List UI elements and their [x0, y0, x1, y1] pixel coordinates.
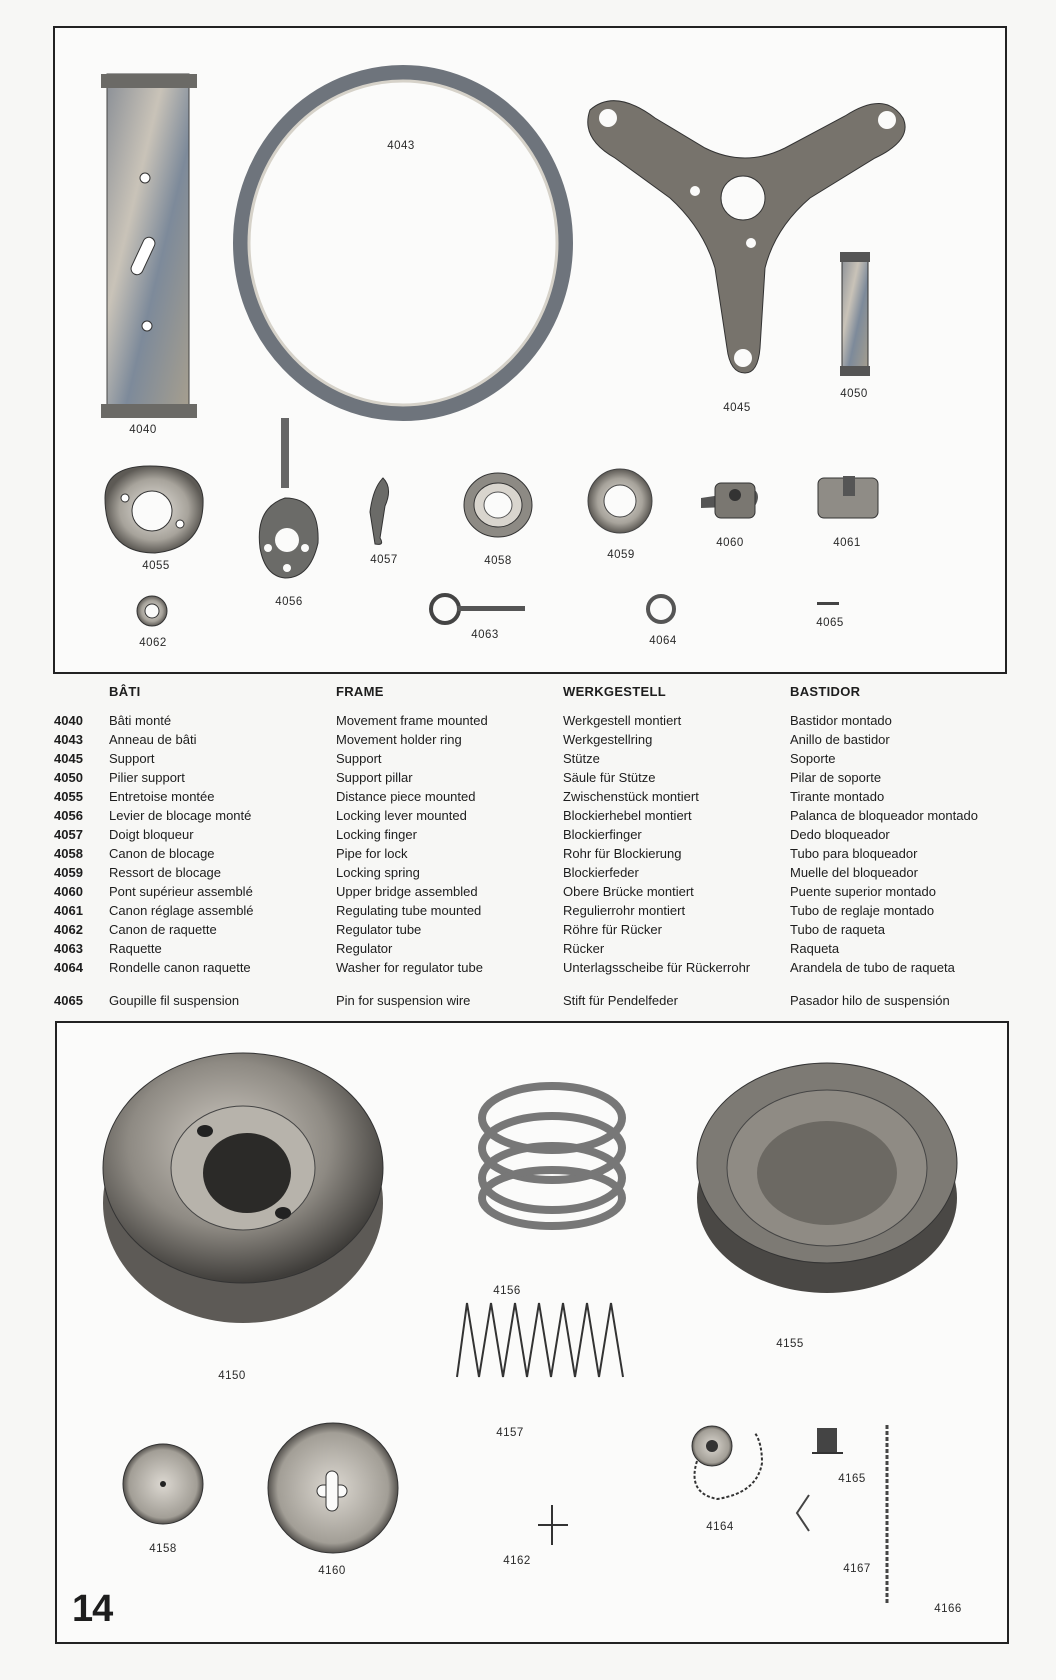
part-label-4058: 4058 [484, 555, 512, 567]
part-label-4164: 4164 [706, 1521, 734, 1533]
legend-code: 4050 [54, 770, 83, 785]
part-label-4050: 4050 [840, 388, 868, 400]
part-label-4160: 4160 [318, 1565, 346, 1577]
legend-french: Rondelle canon raquette [109, 960, 251, 975]
part-4040-frame [101, 74, 197, 418]
legend-spanish: Puente superior montado [790, 884, 936, 899]
legend-header-english: FRAME [336, 684, 384, 699]
part-label-4055: 4055 [142, 560, 170, 572]
part-4050-pillar [840, 252, 870, 376]
part-label-4062: 4062 [139, 637, 167, 649]
part-4157-spring [457, 1303, 623, 1377]
part-label-4056: 4056 [275, 596, 303, 608]
legend-spanish: Bastidor montado [790, 713, 892, 728]
legend-french: Support [109, 751, 155, 766]
parts-photo-panel-top [53, 26, 1007, 674]
legend-english: Pipe for lock [336, 846, 408, 861]
legend-spanish: Muelle del bloqueador [790, 865, 918, 880]
legend-german: Stift für Pendelfeder [563, 993, 678, 1008]
legend-french: Canon de raquette [109, 922, 217, 937]
legend-english: Washer for regulator tube [336, 960, 483, 975]
legend-spanish: Pasador hilo de suspensión [790, 993, 950, 1008]
legend-english: Locking finger [336, 827, 417, 842]
part-4058-pipe [464, 473, 532, 537]
legend-spanish: Soporte [790, 751, 836, 766]
legend-french: Raquette [109, 941, 162, 956]
part-4056-locking-lever [259, 418, 318, 578]
legend-spanish: Tubo de reglaje montado [790, 903, 935, 918]
legend-code: 4057 [54, 827, 83, 842]
legend-spanish: Dedo bloqueador [790, 827, 890, 842]
legend-german: Werkgestell montiert [563, 713, 682, 728]
legend-code: 4055 [54, 789, 83, 804]
part-label-4061: 4061 [833, 537, 861, 549]
legend-french: Goupille fil suspension [109, 993, 240, 1008]
part-label-4060: 4060 [716, 537, 744, 549]
part-label-4166: 4166 [934, 1603, 962, 1615]
legend-french: Levier de blocage monté [109, 808, 252, 823]
legend-spanish: Tubo de raqueta [790, 922, 885, 937]
legend-spanish: Tirante montado [790, 789, 885, 804]
parts-legend-table [54, 684, 1014, 1014]
part-label-4064: 4064 [649, 635, 677, 647]
part-4057-locking-finger [370, 478, 389, 544]
legend-english: Locking lever mounted [336, 808, 467, 823]
legend-german: Stütze [563, 751, 600, 766]
part-4043-ring [241, 73, 565, 413]
legend-english: Support [336, 751, 382, 766]
legend-code: 4059 [54, 865, 83, 880]
legend-code: 4045 [54, 751, 83, 766]
legend-french: Canon réglage assemblé [109, 903, 254, 918]
legend-french: Canon de blocage [109, 846, 215, 861]
part-label-4063: 4063 [471, 629, 499, 641]
legend-header-german: WERKGESTELL [563, 684, 666, 699]
legend-code: 4040 [54, 713, 83, 728]
legend-english: Support pillar [336, 770, 413, 785]
legend-code: 4062 [54, 922, 83, 937]
legend-german: Unterlagsscheibe für Rückerrohr [563, 960, 751, 975]
legend-french: Anneau de bâti [109, 732, 197, 747]
legend-german: Obere Brücke montiert [563, 884, 694, 899]
legend-german: Blockierfeder [563, 865, 639, 880]
legend-english: Upper bridge assembled [336, 884, 478, 899]
legend-code: 4063 [54, 941, 83, 956]
legend-code: 4056 [54, 808, 83, 823]
part-label-4150: 4150 [218, 1370, 246, 1382]
legend-english: Regulator [336, 941, 393, 956]
legend-english: Movement frame mounted [336, 713, 488, 728]
parts-illustration-top [55, 28, 1005, 672]
legend-code: 4064 [54, 960, 83, 975]
legend-spanish: Pilar de soporte [790, 770, 882, 785]
part-4055-distance-piece [105, 466, 203, 553]
part-4060-upper-bridge [701, 483, 758, 518]
legend-german: Rücker [563, 941, 605, 956]
legend-french: Pont supérieur assemblé [109, 884, 253, 899]
part-label-4043: 4043 [387, 140, 415, 152]
legend-english: Distance piece mounted [336, 789, 476, 804]
part-label-4157: 4157 [496, 1427, 524, 1439]
legend-german: Werkgestellring [563, 732, 653, 747]
part-4061-regulating-tube [818, 476, 878, 518]
part-4167-bracket [797, 1495, 809, 1531]
part-label-4065: 4065 [816, 617, 844, 629]
legend-english: Locking spring [336, 865, 420, 880]
legend-german: Blockierhebel montiert [563, 808, 692, 823]
part-label-4156: 4156 [493, 1285, 521, 1297]
legend-spanish: Raqueta [790, 941, 840, 956]
part-label-4059: 4059 [607, 549, 635, 561]
legend-french: Doigt bloqueur [109, 827, 194, 842]
legend-code: 4043 [54, 732, 83, 747]
part-4165-coil [812, 1428, 843, 1453]
legend-english: Pin for suspension wire [336, 993, 471, 1008]
part-label-4162: 4162 [503, 1555, 531, 1567]
part-4064-washer [648, 596, 674, 622]
legend-english: Movement holder ring [336, 732, 462, 747]
legend-code: 4058 [54, 846, 83, 861]
legend-french: Bâti monté [109, 713, 172, 728]
legend-french: Pilier support [109, 770, 185, 785]
part-label-4057: 4057 [370, 554, 398, 566]
legend-spanish: Palanca de bloqueador montado [790, 808, 978, 823]
legend-header-spanish: BASTIDOR [790, 684, 861, 699]
part-4156-coil-spring [482, 1086, 622, 1226]
part-4059-locking-spring [588, 469, 652, 533]
part-4062-regulator-tube [137, 596, 167, 626]
legend-german: Rohr für Blockierung [563, 846, 682, 861]
part-4155-barrel [697, 1063, 957, 1293]
part-4150-drum [103, 1053, 383, 1323]
part-label-4045: 4045 [723, 402, 751, 414]
legend-german: Zwischenstück montiert [563, 789, 699, 804]
parts-photo-panel-bottom [55, 1021, 1009, 1644]
legend-english: Regulating tube mounted [336, 903, 482, 918]
part-4158-cap [123, 1444, 203, 1524]
part-label-4165: 4165 [838, 1473, 866, 1485]
legend-german: Säule für Stütze [563, 770, 656, 785]
legend-spanish: Arandela de tubo de raqueta [790, 960, 955, 975]
legend-code: 4061 [54, 903, 83, 918]
part-label-4158: 4158 [149, 1543, 177, 1555]
part-4160-plate [268, 1423, 398, 1553]
part-4063-regulator [431, 595, 525, 623]
part-label-4155: 4155 [776, 1338, 804, 1350]
parts-illustration-bottom [57, 1023, 1007, 1642]
legend-spanish: Anillo de bastidor [790, 732, 890, 747]
legend-german: Regulierrohr montiert [563, 903, 686, 918]
part-4065-pin [817, 602, 839, 605]
part-4164-cap-chain [692, 1426, 762, 1499]
legend-french: Ressort de blocage [109, 865, 222, 880]
part-label-4040: 4040 [129, 424, 157, 436]
legend-code: 4060 [54, 884, 83, 899]
legend-english: Regulator tube [336, 922, 422, 937]
legend-french: Entretoise montée [109, 789, 215, 804]
page-number: 14 [72, 1588, 113, 1630]
part-4162-star-pin [538, 1505, 568, 1545]
legend-german: Röhre für Rücker [563, 922, 662, 937]
legend-spanish: Tubo para bloqueador [790, 846, 918, 861]
part-label-4167: 4167 [843, 1563, 871, 1575]
legend-code: 4065 [54, 993, 83, 1008]
legend-header-french: BÂTI [109, 684, 141, 699]
legend-german: Blockierfinger [563, 827, 642, 842]
